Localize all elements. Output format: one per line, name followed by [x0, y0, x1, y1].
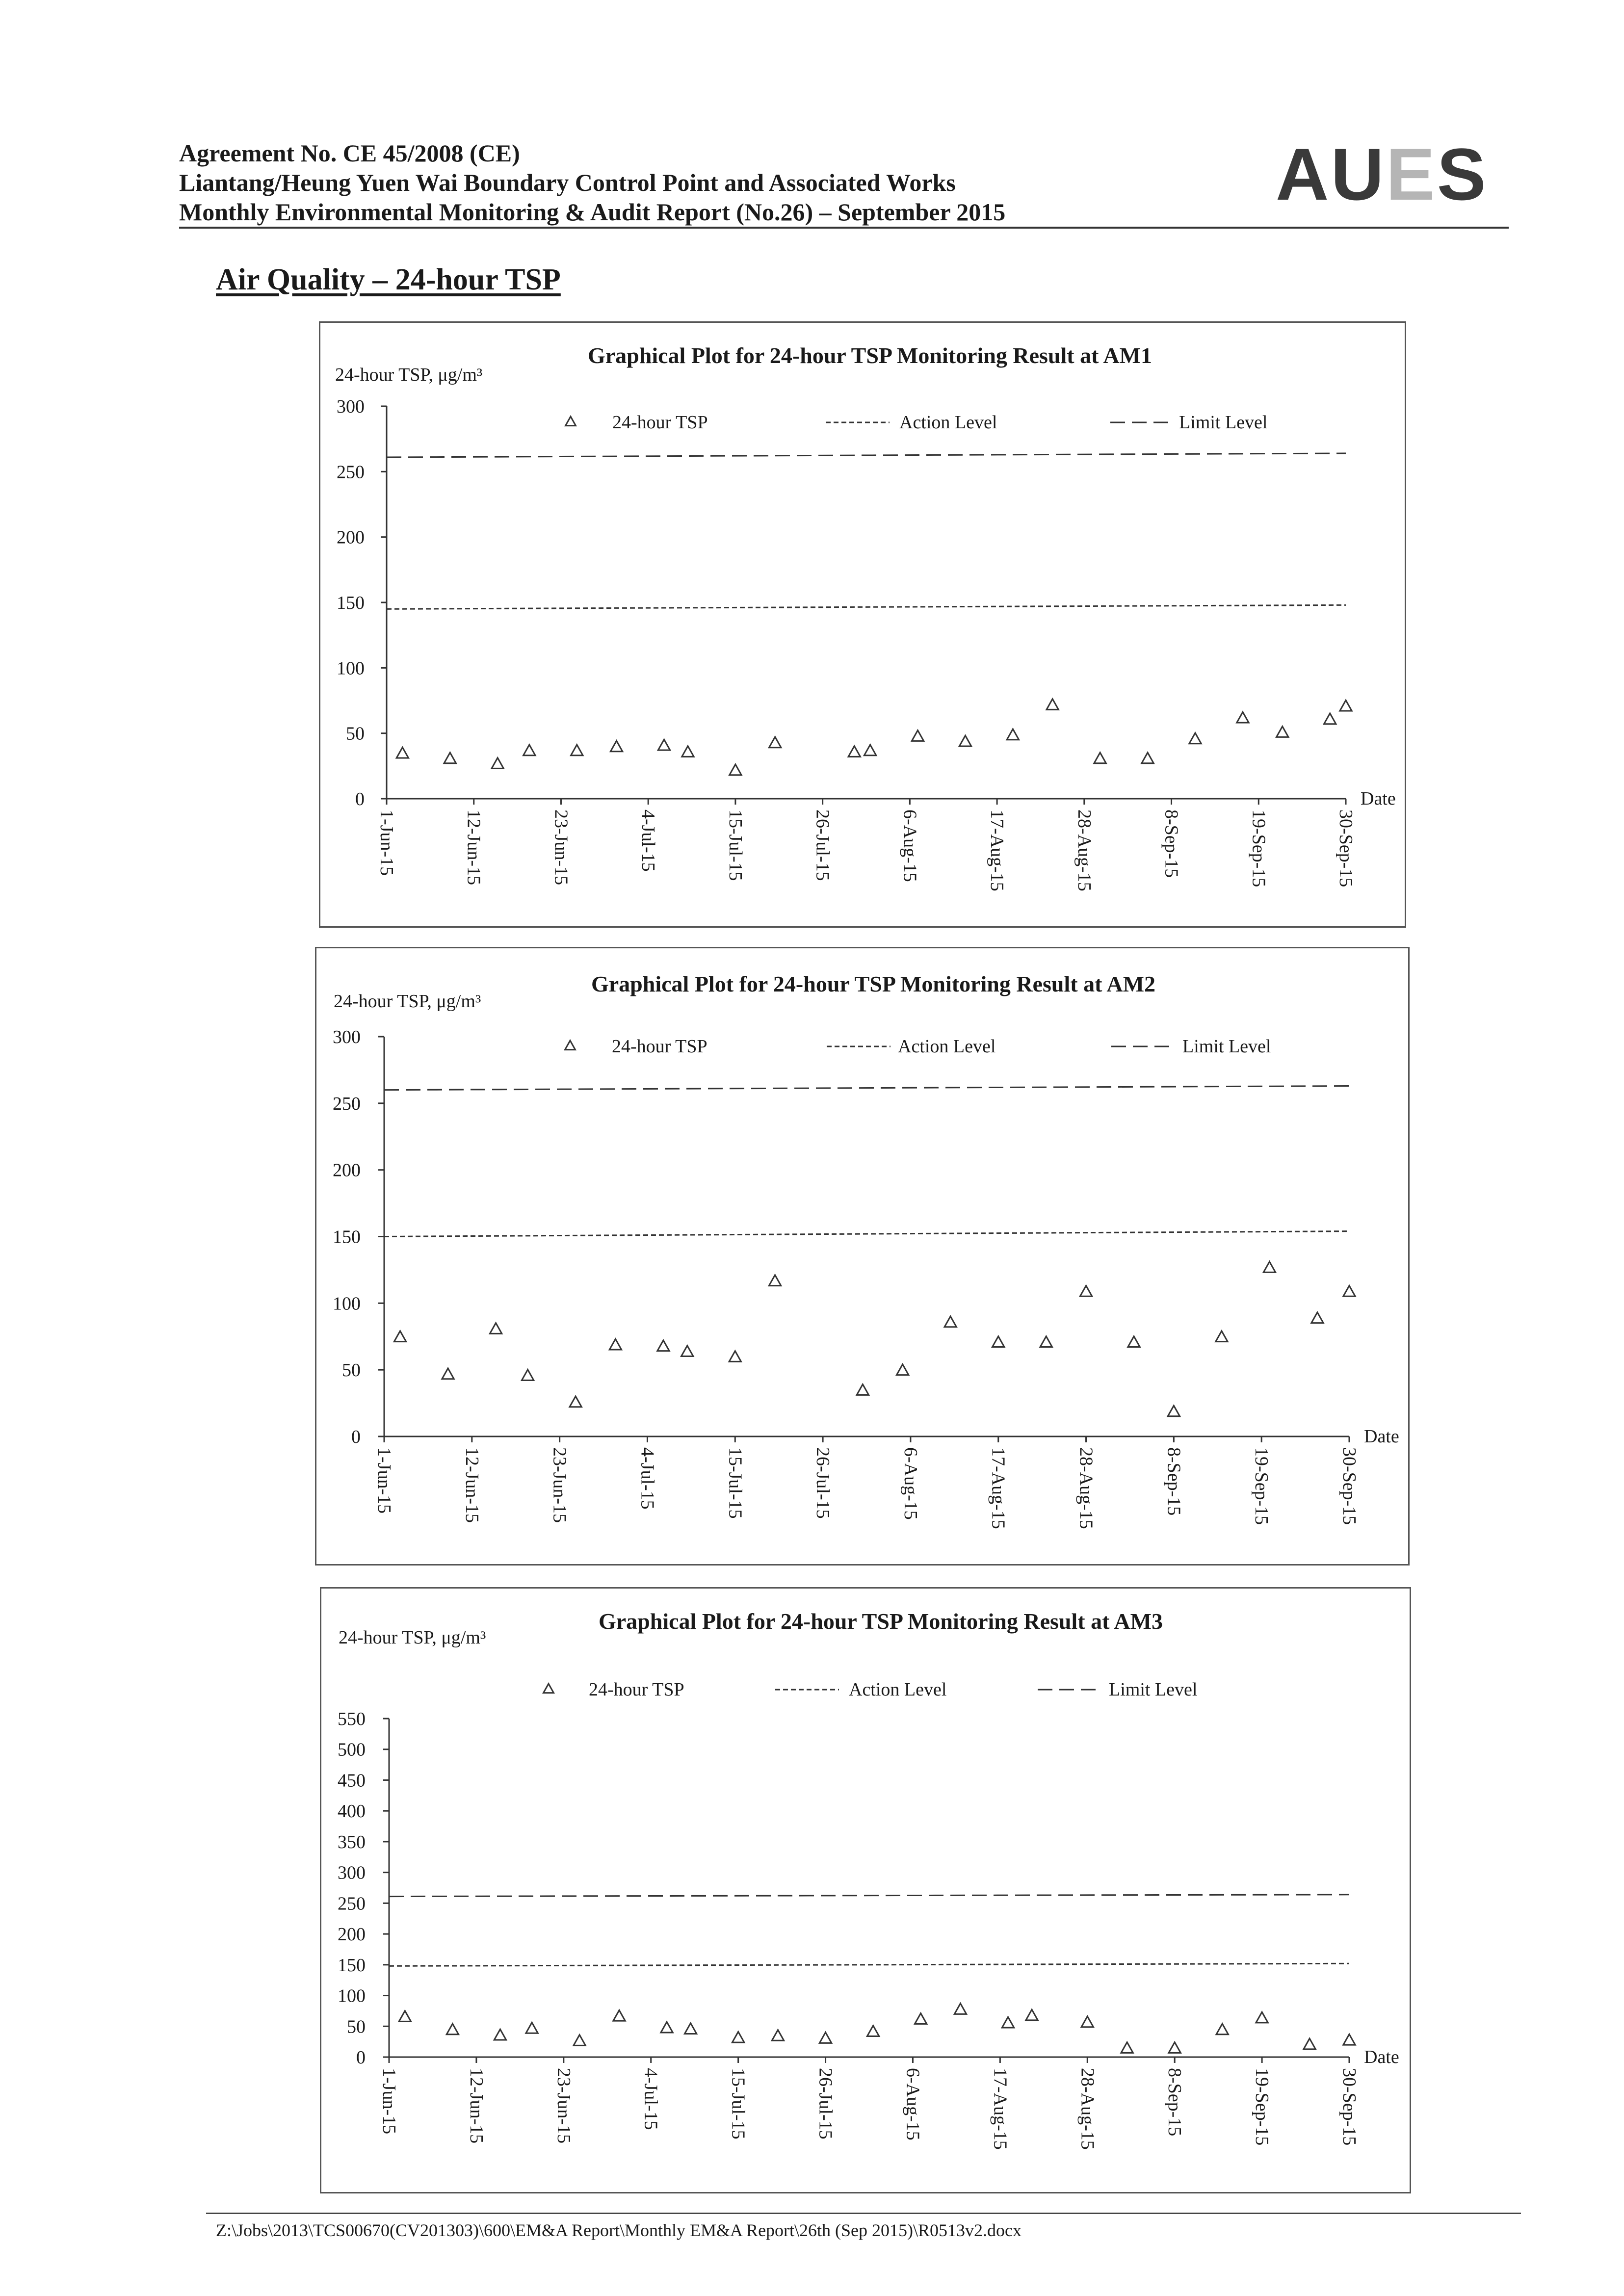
data-point [912, 731, 923, 741]
y-tick-label: 450 [338, 1770, 366, 1791]
header-divider [179, 227, 1509, 229]
x-tick-label: 8-Sep-15 [1161, 809, 1182, 878]
x-tick-label: 23-Jun-15 [553, 2068, 574, 2144]
y-tick-label: 500 [338, 1739, 366, 1760]
chart-title: Graphical Plot for 24-hour TSP Monitoring Result at AM3 [598, 1609, 1163, 1634]
x-tick-label: 1-Jun-15 [379, 2068, 399, 2135]
legend-action-label: Action Level [899, 412, 997, 433]
limit-level-line [389, 1895, 1349, 1897]
action-level-line [387, 605, 1346, 609]
header-project-line: Liantang/Heung Yuen Wai Boundary Control Point and Associated Works [179, 169, 956, 196]
legend-action-label: Action Level [898, 1036, 996, 1057]
data-point [732, 2032, 744, 2042]
limit-level-line [384, 1086, 1349, 1090]
data-point [1189, 733, 1201, 744]
legend-series-label: 24-hour TSP [612, 412, 708, 433]
chart-am3 [321, 1589, 1410, 2192]
data-point [574, 2035, 585, 2046]
y-tick-label: 150 [337, 593, 365, 613]
x-tick-label: 30-Sep-15 [1336, 809, 1356, 887]
data-point [1007, 729, 1019, 740]
x-tick-label: 19-Sep-15 [1251, 1447, 1272, 1525]
chart-am2 [316, 948, 1408, 1564]
data-point [857, 1384, 868, 1395]
x-axis-label: Date [1364, 2047, 1399, 2067]
chart-title: Graphical Plot for 24-hour TSP Monitoring Result at AM1 [587, 343, 1153, 368]
x-tick-label: 30-Sep-15 [1339, 1447, 1360, 1525]
data-point [571, 745, 583, 756]
data-point [524, 745, 535, 756]
x-axis-label: Date [1361, 788, 1396, 809]
y-tick-label: 50 [346, 723, 365, 744]
y-tick-label: 250 [333, 1093, 361, 1114]
x-tick-label: 26-Jul-15 [812, 809, 833, 881]
x-tick-label: 4-Jul-15 [640, 2068, 661, 2130]
y-axis-label: 24-hour TSP, μg/m³ [339, 1627, 486, 1648]
data-point [684, 2023, 696, 2034]
data-point [944, 1316, 956, 1327]
data-point [657, 1340, 669, 1351]
legend-limit-label: Limit Level [1109, 1679, 1198, 1700]
data-point [1047, 699, 1058, 710]
legend-marker [566, 417, 576, 426]
header-agreement-line: Agreement No. CE 45/2008 (CE) [179, 139, 520, 167]
x-tick-label: 6-Aug-15 [900, 1447, 921, 1520]
y-tick-label: 150 [338, 1955, 366, 1976]
data-point [526, 2023, 538, 2034]
y-tick-label: 300 [337, 396, 365, 417]
y-axis-label: 24-hour TSP, μg/m³ [335, 365, 483, 385]
legend-series-label: 24-hour TSP [589, 1679, 684, 1700]
data-point [610, 741, 622, 752]
chart-panel-am3 [320, 1587, 1411, 2193]
x-tick-label: 12-Jun-15 [461, 1447, 482, 1523]
data-point [681, 1346, 693, 1357]
y-tick-label: 200 [337, 527, 365, 548]
data-point [1026, 2009, 1038, 2020]
y-tick-label: 200 [338, 1924, 366, 1945]
y-tick-label: 300 [333, 1027, 361, 1047]
y-tick-label: 0 [355, 789, 365, 809]
x-tick-label: 23-Jun-15 [550, 809, 572, 886]
data-point [399, 2011, 411, 2022]
data-point [864, 745, 876, 756]
data-point [394, 1331, 406, 1342]
data-point [1216, 2024, 1228, 2035]
logo-text-left: AU [1276, 133, 1386, 215]
x-tick-label: 17-Aug-15 [987, 809, 1008, 891]
y-tick-label: 0 [351, 1427, 361, 1447]
data-point [1324, 713, 1336, 724]
data-point [1081, 2016, 1093, 2027]
x-tick-label: 30-Sep-15 [1339, 2068, 1360, 2146]
x-tick-label: 8-Sep-15 [1163, 1447, 1184, 1516]
x-tick-label: 15-Jul-15 [725, 809, 746, 881]
header-report-line: Monthly Environmental Monitoring & Audit Report (No.26) – September 2015 [179, 198, 1006, 226]
data-point [522, 1370, 533, 1381]
data-point [1237, 712, 1249, 723]
data-point [609, 1339, 621, 1350]
y-tick-label: 300 [338, 1862, 366, 1883]
y-tick-label: 50 [342, 1360, 361, 1381]
legend-series-label: 24-hour TSP [612, 1036, 707, 1057]
data-point [769, 1275, 781, 1286]
data-point [896, 1364, 908, 1375]
y-tick-label: 100 [338, 1985, 366, 2007]
x-tick-label: 19-Sep-15 [1248, 809, 1269, 887]
logo-text-mid: E [1386, 133, 1437, 215]
data-point [494, 2029, 506, 2040]
chart-title: Graphical Plot for 24-hour TSP Monitoring Result at AM2 [591, 971, 1156, 996]
x-tick-label: 23-Jun-15 [549, 1447, 570, 1523]
data-point [1277, 727, 1288, 737]
data-point [682, 746, 694, 757]
y-tick-label: 250 [337, 462, 365, 483]
y-tick-label: 400 [338, 1801, 366, 1822]
data-point [444, 753, 456, 763]
footer-file-path: Z:\Jobs\2013\TCS00670(CV201303)\600\EM&A Report\Monthly EM&A Report\26th (Sep 2015)\R0513v2.docx [216, 2220, 1022, 2240]
legend-action-label: Action Level [849, 1679, 947, 1700]
y-tick-label: 150 [333, 1226, 361, 1248]
data-point [1340, 700, 1352, 711]
data-point [661, 2022, 673, 2033]
x-tick-label: 26-Jul-15 [815, 2068, 836, 2139]
logo-text-right: S [1437, 133, 1488, 215]
x-tick-label: 8-Sep-15 [1164, 2068, 1185, 2137]
x-tick-label: 17-Aug-15 [988, 1447, 1009, 1529]
y-axis-label: 24-hour TSP, μg/m³ [334, 991, 481, 1012]
data-point [396, 747, 408, 758]
x-tick-label: 4-Jul-15 [638, 809, 659, 872]
section-title: Air Quality – 24-hour TSP [216, 263, 561, 296]
data-point [1216, 1331, 1228, 1342]
y-tick-label: 0 [356, 2047, 366, 2068]
x-tick-label: 6-Aug-15 [899, 809, 920, 882]
data-point [446, 2024, 458, 2035]
x-tick-label: 1-Jun-15 [376, 809, 397, 876]
data-point [848, 746, 860, 757]
data-point [730, 764, 741, 775]
x-tick-label: 4-Jul-15 [637, 1447, 658, 1510]
data-point [772, 2030, 784, 2041]
footer-divider [206, 2213, 1521, 2214]
data-point [867, 2026, 879, 2036]
x-tick-label: 6-Aug-15 [902, 2068, 923, 2140]
limit-level-line [387, 453, 1346, 457]
y-tick-label: 50 [347, 2016, 366, 2037]
chart-panel-am1 [319, 321, 1406, 928]
action-level-line [384, 1231, 1349, 1237]
x-tick-label: 28-Aug-15 [1077, 2068, 1098, 2150]
data-point [1311, 1312, 1323, 1323]
chart-panel-am2 [315, 947, 1410, 1565]
data-point [490, 1323, 501, 1334]
action-level-line [389, 1963, 1349, 1966]
x-tick-label: 28-Aug-15 [1074, 809, 1095, 891]
data-point [819, 2033, 831, 2043]
data-point [1304, 2038, 1315, 2049]
y-tick-label: 100 [333, 1293, 361, 1314]
y-tick-label: 350 [338, 1831, 366, 1852]
y-tick-label: 250 [338, 1893, 366, 1914]
data-point [442, 1368, 454, 1379]
data-point [1121, 2042, 1133, 2053]
x-tick-label: 17-Aug-15 [990, 2068, 1011, 2150]
data-point [769, 737, 781, 748]
data-point [954, 2004, 966, 2014]
data-point [1168, 1406, 1179, 1416]
x-tick-label: 15-Jul-15 [725, 1447, 746, 1519]
data-point [729, 1351, 741, 1362]
data-point [570, 1396, 581, 1407]
data-point [1343, 2034, 1355, 2045]
y-tick-label: 200 [333, 1160, 361, 1181]
legend-marker [544, 1684, 554, 1693]
data-point [915, 2013, 926, 2024]
legend-marker [565, 1041, 576, 1050]
x-tick-label: 28-Aug-15 [1075, 1447, 1097, 1529]
data-point [959, 735, 971, 746]
data-point [1142, 753, 1153, 763]
data-point [1002, 2017, 1014, 2028]
data-point [1080, 1286, 1092, 1297]
legend-limit-label: Limit Level [1179, 412, 1268, 433]
x-tick-label: 19-Sep-15 [1252, 2068, 1273, 2146]
data-point [1343, 1286, 1355, 1297]
data-point [613, 2010, 625, 2021]
data-point [1169, 2042, 1180, 2053]
data-point [1094, 753, 1106, 763]
x-tick-label: 26-Jul-15 [812, 1447, 834, 1519]
y-tick-label: 100 [337, 658, 365, 679]
legend-limit-label: Limit Level [1182, 1036, 1271, 1057]
x-axis-label: Date [1364, 1426, 1399, 1447]
data-point [1256, 2012, 1268, 2023]
data-point [1263, 1262, 1275, 1273]
data-point [1128, 1336, 1140, 1347]
data-point [658, 739, 670, 750]
x-tick-label: 12-Jun-15 [466, 2068, 487, 2144]
data-point [492, 758, 503, 769]
data-point [993, 1336, 1004, 1347]
x-tick-label: 12-Jun-15 [463, 809, 484, 886]
chart-am1 [320, 323, 1405, 926]
data-point [1040, 1336, 1052, 1347]
aues-logo [1276, 133, 1488, 215]
x-tick-label: 15-Jul-15 [728, 2068, 749, 2139]
x-tick-label: 1-Jun-15 [374, 1447, 394, 1514]
y-tick-label: 550 [338, 1709, 366, 1729]
